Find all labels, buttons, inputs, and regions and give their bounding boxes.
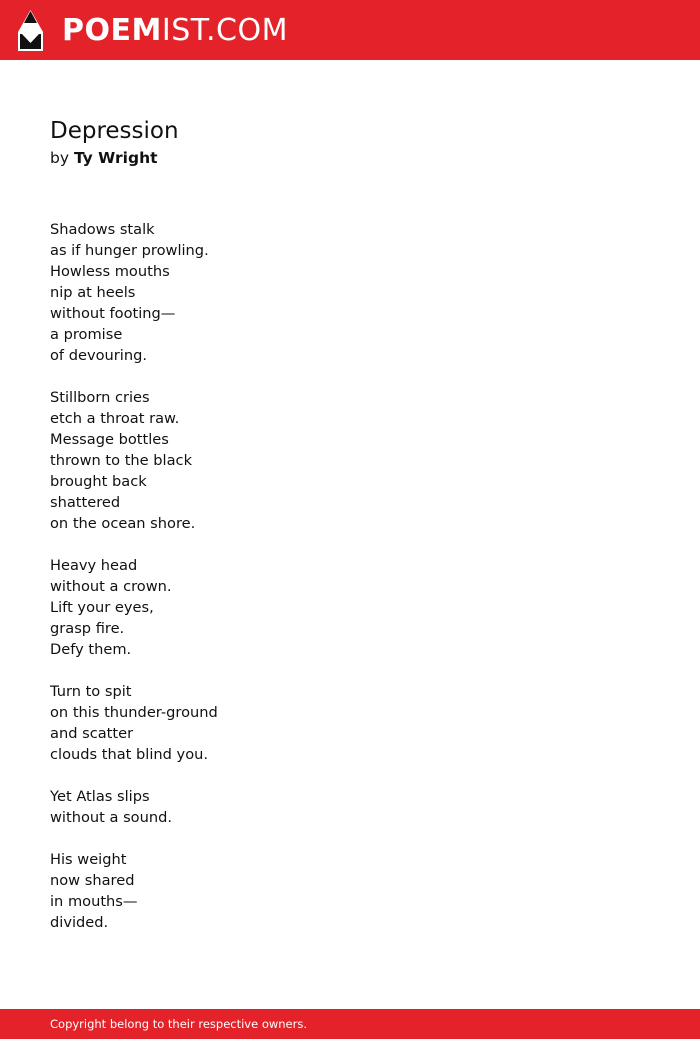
poem-line: nip at heels bbox=[50, 284, 136, 301]
poem-line: without a crown. bbox=[50, 578, 172, 595]
poem-line: Howless mouths bbox=[50, 263, 170, 280]
poem-stanza bbox=[50, 555, 650, 660]
poem-line: a promise bbox=[50, 326, 123, 343]
poem-line: Heavy head bbox=[50, 557, 138, 574]
copyright-text: Copyright belong to their respective owners. bbox=[50, 1017, 308, 1031]
poem-line: divided. bbox=[50, 914, 109, 931]
poem-line: on the ocean shore. bbox=[50, 515, 196, 532]
poem-line: Stillborn cries bbox=[50, 389, 150, 406]
poem-author: Ty Wright bbox=[73, 149, 158, 167]
poem-stanza bbox=[50, 849, 650, 933]
site-header bbox=[0, 0, 700, 60]
poem-line: Message bottles bbox=[50, 431, 169, 448]
poem-title: Depression bbox=[50, 118, 179, 144]
site-footer bbox=[0, 1009, 700, 1039]
poem-line: Yet Atlas slips bbox=[50, 788, 150, 805]
brand-light: IST.COM bbox=[161, 13, 288, 48]
poem-line: Turn to spit bbox=[50, 683, 132, 700]
poem-line: clouds that blind you. bbox=[50, 746, 209, 763]
poem-stanza bbox=[50, 786, 650, 828]
poem-line: grasp fire. bbox=[50, 620, 125, 637]
poem-line: of devouring. bbox=[50, 347, 147, 364]
poem-line: brought back bbox=[50, 473, 147, 490]
poem-line: as if hunger prowling. bbox=[50, 242, 209, 259]
poem-stanza bbox=[50, 219, 650, 366]
poem-line: etch a throat raw. bbox=[50, 410, 180, 427]
poem-line: without footing— bbox=[50, 305, 176, 322]
brand-strong: POEM bbox=[62, 13, 162, 48]
poem-content bbox=[50, 116, 650, 933]
poem-line: Lift your eyes, bbox=[50, 599, 154, 616]
poem-line: on this thunder-ground bbox=[50, 704, 218, 721]
poem-stanza bbox=[50, 681, 650, 765]
poem-line: and scatter bbox=[50, 725, 134, 742]
poem-line: without a sound. bbox=[50, 809, 173, 826]
pencil-tip-icon[interactable] bbox=[18, 10, 43, 51]
poem-line: in mouths— bbox=[50, 893, 138, 910]
poem-line: Defy them. bbox=[50, 641, 132, 658]
poem-body bbox=[50, 219, 650, 933]
poem-byline bbox=[50, 146, 650, 170]
poem-line: Shadows stalk bbox=[50, 221, 155, 238]
poem-line: thrown to the black bbox=[50, 452, 193, 469]
poem-line: now shared bbox=[50, 872, 135, 889]
poem-line: shattered bbox=[50, 494, 121, 511]
site-logo-text[interactable] bbox=[62, 11, 288, 51]
poem-line: His weight bbox=[50, 851, 127, 868]
by-prefix: by bbox=[50, 149, 70, 167]
poem-stanza bbox=[50, 387, 650, 534]
